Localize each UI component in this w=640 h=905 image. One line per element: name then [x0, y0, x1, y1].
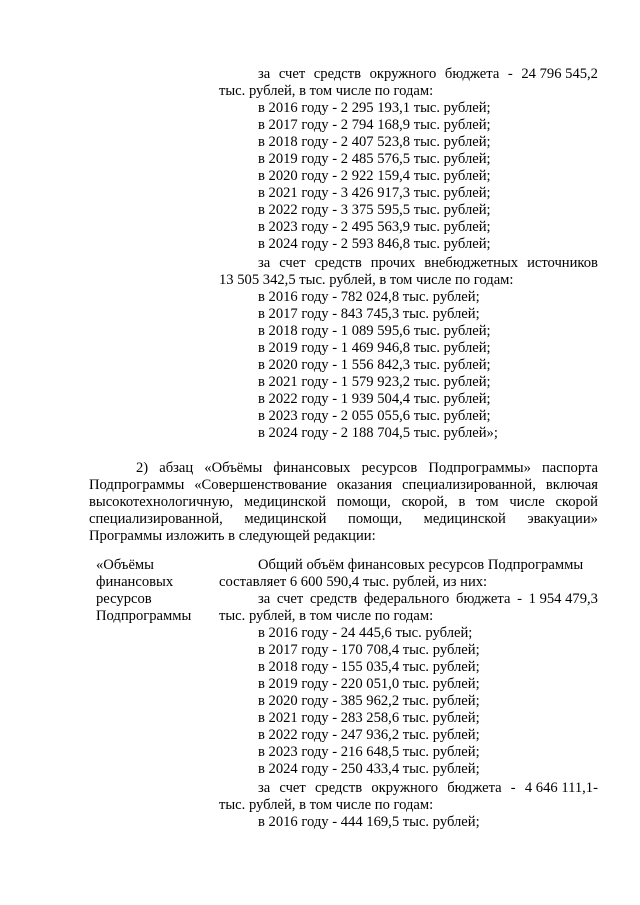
word: 2): [136, 460, 149, 476]
word: за: [258, 591, 271, 607]
table-label-line: финансовых: [96, 574, 174, 590]
year-line: в 2024 году - 250 433,4 тыс. рублей;: [258, 761, 480, 777]
word: прочих: [370, 255, 416, 271]
year-line: в 2022 году - 3 375 595,5 тыс. рублей;: [258, 202, 491, 218]
word: специализированной,: [402, 477, 536, 493]
year-line: в 2017 году - 2 794 168,9 тыс. рублей;: [258, 117, 491, 133]
word: окружного: [371, 780, 439, 796]
okrug-budget-line-table-2: тыс. рублей, в том числе по годам:: [219, 797, 434, 813]
year-line: в 2018 году - 1 089 595,6 тыс. рублей;: [258, 323, 491, 339]
year-line: в 2021 году - 3 426 917,3 тыс. рублей;: [258, 185, 491, 201]
word: счет: [279, 255, 306, 271]
federal-budget-line-2: тыс. рублей, в том числе по годам:: [219, 608, 434, 624]
year-line: в 2021 году - 283 258,6 тыс. рублей;: [258, 710, 480, 726]
table-label-line: Подпрограммы: [96, 608, 192, 624]
year-line: в 2023 году - 216 648,5 тыс. рублей;: [258, 744, 480, 760]
paragraph-line-3: [89, 494, 598, 511]
year-line: в 2019 году - 220 051,0 тыс. рублей;: [258, 676, 480, 692]
word: оказания: [336, 477, 393, 493]
year-line: в 2022 году - 247 936,2 тыс. рублей;: [258, 727, 480, 743]
word: счет: [276, 591, 304, 607]
word: эвакуации»: [527, 511, 598, 527]
okrug-budget-line: [258, 66, 598, 83]
word: медицинской: [243, 494, 327, 510]
word: средств: [313, 66, 362, 82]
year-line: в 2024 году - 2 593 846,8 тыс. рублей;: [258, 236, 491, 252]
federal-budget-line: [258, 591, 598, 608]
word: скорой: [555, 494, 598, 510]
word: федерального: [363, 591, 450, 607]
word: медицинской: [423, 511, 506, 527]
year-line: в 2017 году - 170 708,4 тыс. рублей;: [258, 642, 480, 658]
word: «Объёмы: [204, 460, 263, 476]
year-line: в 2018 году - 2 407 523,8 тыс. рублей;: [258, 134, 491, 150]
word: 24 796 545,2: [521, 66, 598, 82]
word: «Совершенствование: [194, 477, 327, 493]
total-line-2: составляет 6 600 590,4 тыс. рублей, из них:: [219, 574, 488, 590]
okrug-budget-line-2: тыс. рублей, в том числе по годам:: [219, 83, 434, 99]
word: средств: [309, 591, 358, 607]
year-line: в 2019 году - 1 469 946,8 тыс. рублей;: [258, 340, 491, 356]
word: Подпрограммы: [89, 477, 185, 493]
word: том: [476, 494, 499, 510]
word: ресурсов: [361, 460, 418, 476]
year-line: в 2023 году - 2 055 055,6 тыс. рублей;: [258, 408, 491, 424]
table-label-line: ресурсов: [96, 591, 152, 607]
total-line-1: Общий объём финансовых ресурсов Подпрограммы: [258, 557, 584, 573]
word: помощи,: [348, 511, 403, 527]
word: высокотехнологичную,: [89, 494, 234, 510]
word: средств: [314, 255, 362, 271]
table-label-line: «Объёмы: [96, 557, 154, 573]
year-line: в 2018 году - 155 035,4 тыс. рублей;: [258, 659, 480, 675]
word: помощи,: [336, 494, 391, 510]
word: числе: [509, 494, 545, 510]
paragraph-line-4: [89, 511, 598, 528]
word: источников: [527, 255, 598, 271]
word: бюджета: [444, 66, 500, 82]
year-line: в 2024 году - 2 188 704,5 тыс. рублей»;: [258, 425, 498, 441]
year-line: в 2021 году - 1 579 923,2 тыс. рублей;: [258, 374, 491, 390]
other-sources-line-2: 13 505 342,5 тыс. рублей, в том числе по годам:: [219, 272, 514, 288]
word: паспорта: [541, 460, 598, 476]
year-line: в 2016 году - 24 445,6 тыс. рублей;: [258, 625, 473, 641]
word: медицинской: [244, 511, 327, 527]
word: специализированной,: [89, 511, 223, 527]
year-line: в 2016 году - 782 024,8 тыс. рублей;: [258, 289, 480, 305]
paragraph-line-5: Программы изложить в следующей редакции:: [89, 528, 376, 544]
year-line: в 2019 году - 2 485 576,5 тыс. рублей;: [258, 151, 491, 167]
paragraph-line-2: [89, 477, 598, 494]
other-sources-line: [258, 255, 598, 272]
word: -: [510, 780, 516, 796]
word: 4 646 111,1-: [524, 780, 598, 796]
word: внебюджетных: [424, 255, 519, 271]
word: -: [517, 591, 522, 607]
word: счет: [279, 780, 306, 796]
word: счет: [278, 66, 306, 82]
year-line: в 2022 году - 1 939 504,4 тыс. рублей;: [258, 391, 491, 407]
year-line: в 2023 году - 2 495 563,9 тыс. рублей;: [258, 219, 491, 235]
year-line: в 2016 году - 444 169,5 тыс. рублей;: [258, 814, 480, 830]
year-line: в 2020 году - 2 922 159,4 тыс. рублей;: [258, 168, 491, 184]
word: окружного: [369, 66, 437, 82]
word: в: [458, 494, 466, 510]
paragraph-line-1: [136, 460, 598, 477]
word: -: [507, 66, 513, 82]
word: абзац: [159, 460, 194, 476]
word: скорой,: [401, 494, 448, 510]
word: за: [258, 255, 271, 271]
year-line: в 2016 году - 2 295 193,1 тыс. рублей;: [258, 100, 491, 116]
word: средств: [314, 780, 363, 796]
word: бюджета: [456, 591, 511, 607]
word: бюджета: [447, 780, 502, 796]
year-line: в 2020 году - 1 556 842,3 тыс. рублей;: [258, 357, 491, 373]
word: финансовых: [273, 460, 351, 476]
year-line: в 2020 году - 385 962,2 тыс. рублей;: [258, 693, 480, 709]
word: включая: [545, 477, 598, 493]
word: Подпрограммы»: [428, 460, 531, 476]
okrug-budget-line-table: [258, 780, 598, 797]
word: 1 954 479,3: [528, 591, 598, 607]
year-line: в 2017 году - 843 745,3 тыс. рублей;: [258, 306, 480, 322]
word: за: [258, 780, 271, 796]
word: за: [258, 66, 271, 82]
